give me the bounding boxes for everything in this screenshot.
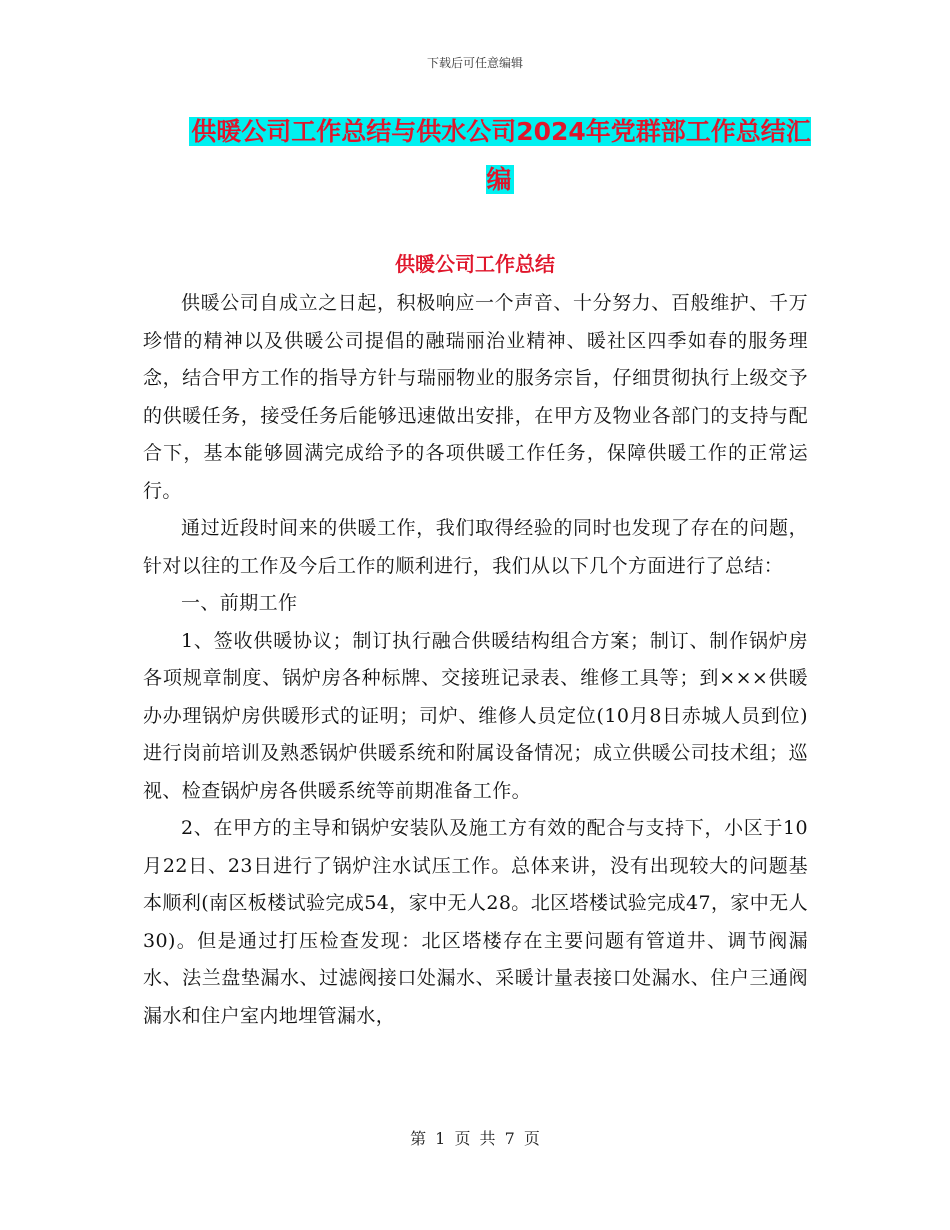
section-title: 供暖公司工作总结 bbox=[395, 252, 555, 276]
header-note: 下载后可任意编辑 bbox=[426, 56, 523, 70]
paragraph: 一、前期工作 bbox=[181, 592, 298, 614]
paragraph: 通过近段时间来的供暖工作，我们取得经验的同时也发现了存在的问题，针对以往的工作及今后工作的顺利进行，我们从以下几个方面进行了总结： bbox=[143, 517, 808, 577]
document-title-text: 供暖公司工作总结与供水公司2024年党群部工作总结汇编 bbox=[191, 117, 811, 194]
paragraph: 2、在甲方的主导和锅炉安装队及施工方有效的配合与支持下，小区于10月22日、23日进行了锅炉注水试压工作。总体来讲，没有出现较大的问题基本顺利(南区板楼试验完成54，家中无人28。北区塔楼试验完成47，家中无人30)。但是通过打压检查发现：北区塔楼存在主要问题有管道井、调节阀漏水、法兰盘垫漏水、过滤阀接口处漏水、采暖计量表接口处漏水、住户三通阀漏水和住户室内地埋管漏水， bbox=[143, 817, 808, 1027]
document-body bbox=[143, 285, 808, 1035]
paragraph: 供暖公司自成立之日起，积极响应一个声音、十分努力、百般维护、千万珍惜的精神以及供暖公司提倡的融瑞丽治业精神、暖社区四季如春的服务理念，结合甲方工作的指导方针与瑞丽物业的服务宗旨，仔细贯彻执行上级交予的供暖任务，接受任务后能够迅速做出安排，在甲方及物业各部门的支持与配合下，基本能够圆满完成给予的各项供暖工作任务，保障供暖工作的正常运行。 bbox=[143, 292, 808, 502]
page-number-footer: 第 1 页 共 7 页 bbox=[410, 1129, 540, 1148]
paragraph: 1、签收供暖协议；制订执行融合供暖结构组合方案；制订、制作锅炉房各项规章制度、锅炉房各种标牌、交接班记录表、维修工具等；到×××供暖办办理锅炉房供暖形式的证明；司炉、维修人员定位(10月8日赤城人员到位)进行岗前培训及熟悉锅炉供暖系统和附属设备情况；成立供暖公司技术组；巡视、检查锅炉房各供暖系统等前期准备工作。 bbox=[143, 629, 808, 802]
document-title bbox=[180, 108, 820, 204]
